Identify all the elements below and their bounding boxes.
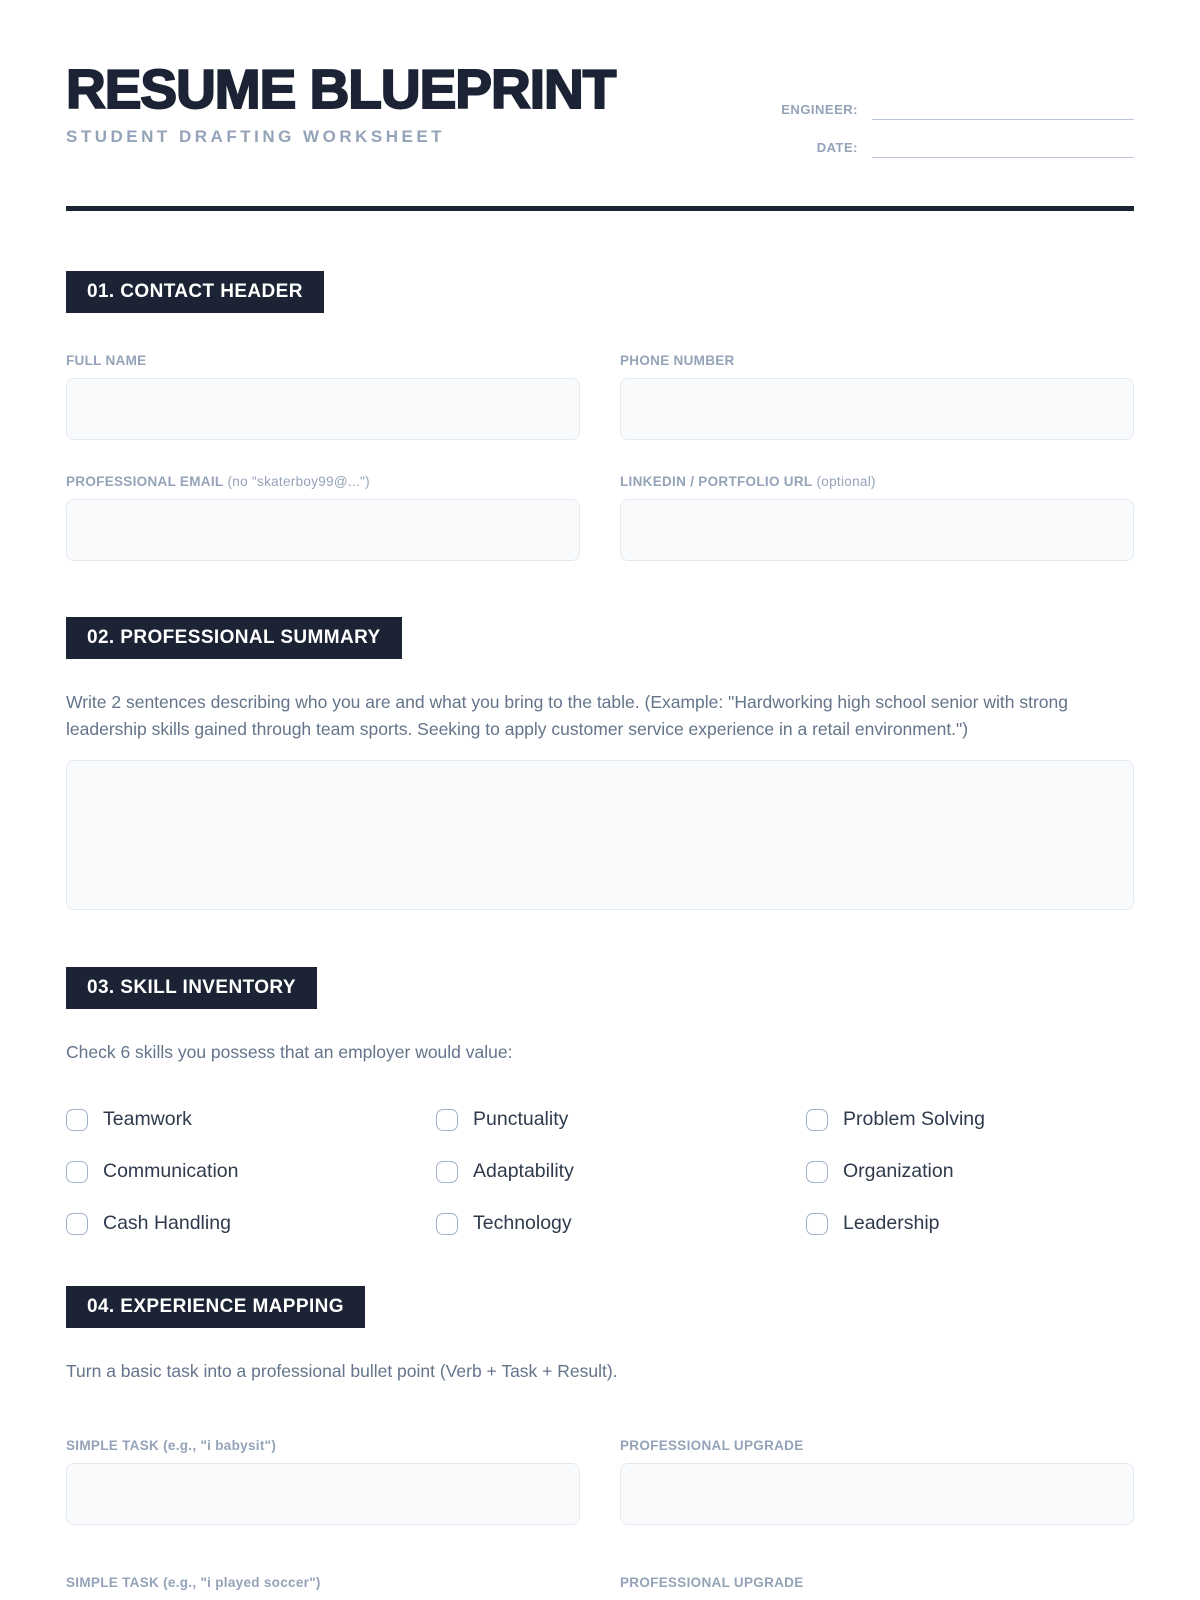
linkedin-url-label: LINKEDIN / PORTFOLIO URL (optional) [620, 474, 876, 489]
skill-item [436, 1106, 806, 1134]
professional-upgrade-2-label: PROFESSIONAL UPGRADE [620, 1575, 804, 1590]
skill-checkbox-adaptability[interactable] [436, 1161, 458, 1183]
experience-row-1 [66, 1384, 1134, 1525]
experience-row-2 [66, 1525, 1134, 1600]
skill-item [66, 1158, 436, 1186]
skill-item [66, 1210, 436, 1238]
skill-checkbox-communication[interactable] [66, 1161, 88, 1183]
contact-row-2 [66, 440, 1134, 561]
skill-item [436, 1158, 806, 1186]
page-title: RESUME BLUEPRINT [66, 58, 616, 120]
skill-label: Punctuality [473, 1108, 569, 1130]
engineer-label: ENGINEER: [781, 102, 858, 117]
skill-label: Adaptability [473, 1160, 574, 1182]
skill-checkbox-teamwork[interactable] [66, 1109, 88, 1131]
skill-item [806, 1106, 1134, 1134]
date-label: DATE: [816, 140, 858, 155]
skill-label: Cash Handling [103, 1212, 231, 1234]
skill-item [806, 1210, 1134, 1238]
masthead-meta [768, 98, 1134, 174]
skill-item [436, 1210, 806, 1238]
full-name-field [66, 313, 580, 440]
skill-item [66, 1106, 436, 1134]
phone-number-field [620, 313, 1134, 440]
contact-row-1 [66, 313, 1134, 440]
linkedin-url-input[interactable] [620, 499, 1134, 561]
section-badge-professional-summary: 02. PROFESSIONAL SUMMARY [66, 617, 402, 659]
skill-checkbox-cash-handling[interactable] [66, 1213, 88, 1235]
phone-number-label: PHONE NUMBER [620, 353, 735, 368]
full-name-input[interactable] [66, 378, 580, 440]
professional-upgrade-2-field [620, 1525, 1134, 1600]
summary-instructions: Write 2 sentences describing who you are and what you bring to the table. (Example: "Hardworking high school senior with strong leadership skills gained through team sports. Seeking to apply customer service experience in a retail environment.") [66, 692, 1068, 739]
full-name-label: FULL NAME [66, 353, 147, 368]
professional-email-field [66, 440, 580, 561]
engineer-row [768, 98, 1134, 120]
section-badge-contact-header: 01. CONTACT HEADER [66, 271, 324, 313]
masthead [66, 58, 1134, 174]
skill-label: Problem Solving [843, 1108, 985, 1130]
page-subtitle: STUDENT DRAFTING WORKSHEET [66, 127, 446, 146]
skill-checkbox-technology[interactable] [436, 1213, 458, 1235]
skill-label: Teamwork [103, 1108, 192, 1130]
skill-label: Organization [843, 1160, 954, 1182]
professional-upgrade-1-field [620, 1384, 1134, 1525]
skill-label: Technology [473, 1212, 572, 1234]
professional-email-input[interactable] [66, 499, 580, 561]
skill-checkbox-punctuality[interactable] [436, 1109, 458, 1131]
professional-summary-textarea[interactable] [66, 760, 1134, 910]
engineer-input-line[interactable] [872, 98, 1134, 120]
skills-grid [66, 1106, 1134, 1238]
skill-checkbox-problem-solving[interactable] [806, 1109, 828, 1131]
simple-task-2-label: SIMPLE TASK (e.g., "i played soccer") [66, 1575, 321, 1590]
date-row [768, 136, 1134, 158]
section-badge-skill-inventory: 03. SKILL INVENTORY [66, 967, 317, 1009]
experience-instructions: Turn a basic task into a professional bullet point (Verb + Task + Result). [66, 1360, 618, 1381]
professional-upgrade-1-input[interactable] [620, 1463, 1134, 1525]
professional-upgrade-1-label: PROFESSIONAL UPGRADE [620, 1438, 804, 1453]
simple-task-1-label: SIMPLE TASK (e.g., "i babysit") [66, 1438, 277, 1453]
simple-task-1-input[interactable] [66, 1463, 580, 1525]
skill-label: Leadership [843, 1212, 940, 1234]
skill-label: Communication [103, 1160, 239, 1182]
simple-task-1-field [66, 1384, 580, 1525]
skills-instructions: Check 6 skills you possess that an employer would value: [66, 1042, 513, 1062]
phone-number-input[interactable] [620, 378, 1134, 440]
professional-email-label: PROFESSIONAL EMAIL (no "skaterboy99@...") [66, 474, 370, 489]
section-badge-experience-mapping: 04. EXPERIENCE MAPPING [66, 1286, 365, 1328]
masthead-titles [66, 58, 616, 147]
simple-task-2-field [66, 1525, 580, 1600]
date-input-line[interactable] [872, 136, 1134, 158]
skill-checkbox-leadership[interactable] [806, 1213, 828, 1235]
skill-item [806, 1158, 1134, 1186]
linkedin-url-field [620, 440, 1134, 561]
skill-checkbox-organization[interactable] [806, 1161, 828, 1183]
